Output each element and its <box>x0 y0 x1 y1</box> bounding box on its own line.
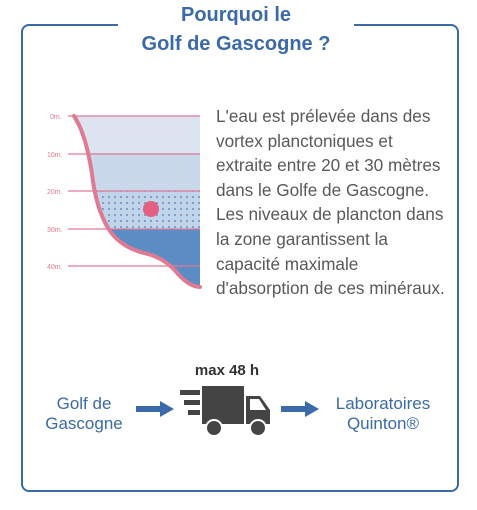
depth-chart <box>40 104 210 294</box>
delivery-truck-icon <box>180 384 272 440</box>
destination-line-1: Laboratoires <box>335 394 431 413</box>
title-block <box>118 0 354 64</box>
description-text: L'eau est prélevée dans des vortex planctoniques et extraite entre 20 et 30 mètres dans le Golfe de Gascogne. Les niveaux de plancton dans la zone garantissent la capacité maximale d'absorption de ces minéraux. <box>216 106 445 299</box>
extraction-marker <box>143 201 159 217</box>
arrow-right-icon <box>136 401 174 417</box>
origin-label <box>36 394 132 434</box>
depth-label-40m: 40m. <box>47 264 63 271</box>
title-line-2: Golf de Gascogne ? <box>141 33 331 55</box>
page-title <box>118 0 354 59</box>
destination-label <box>322 394 444 434</box>
water-layer-0-10m <box>72 116 200 154</box>
origin-line-2: Gascogne <box>45 414 123 433</box>
depth-label-10m: 10m. <box>47 152 63 159</box>
arrow-right-icon-2 <box>281 401 319 417</box>
depth-label-20m: 20m. <box>47 189 63 196</box>
duration-label: max 48 h <box>194 362 260 379</box>
destination-line-2: Quinton® <box>346 414 420 433</box>
title-line-1: Pourquoi le <box>181 4 291 26</box>
depth-label-30m: 30m. <box>47 227 63 234</box>
depth-label-0m: 0m. <box>50 114 62 121</box>
origin-line-1: Golf de <box>56 394 112 413</box>
